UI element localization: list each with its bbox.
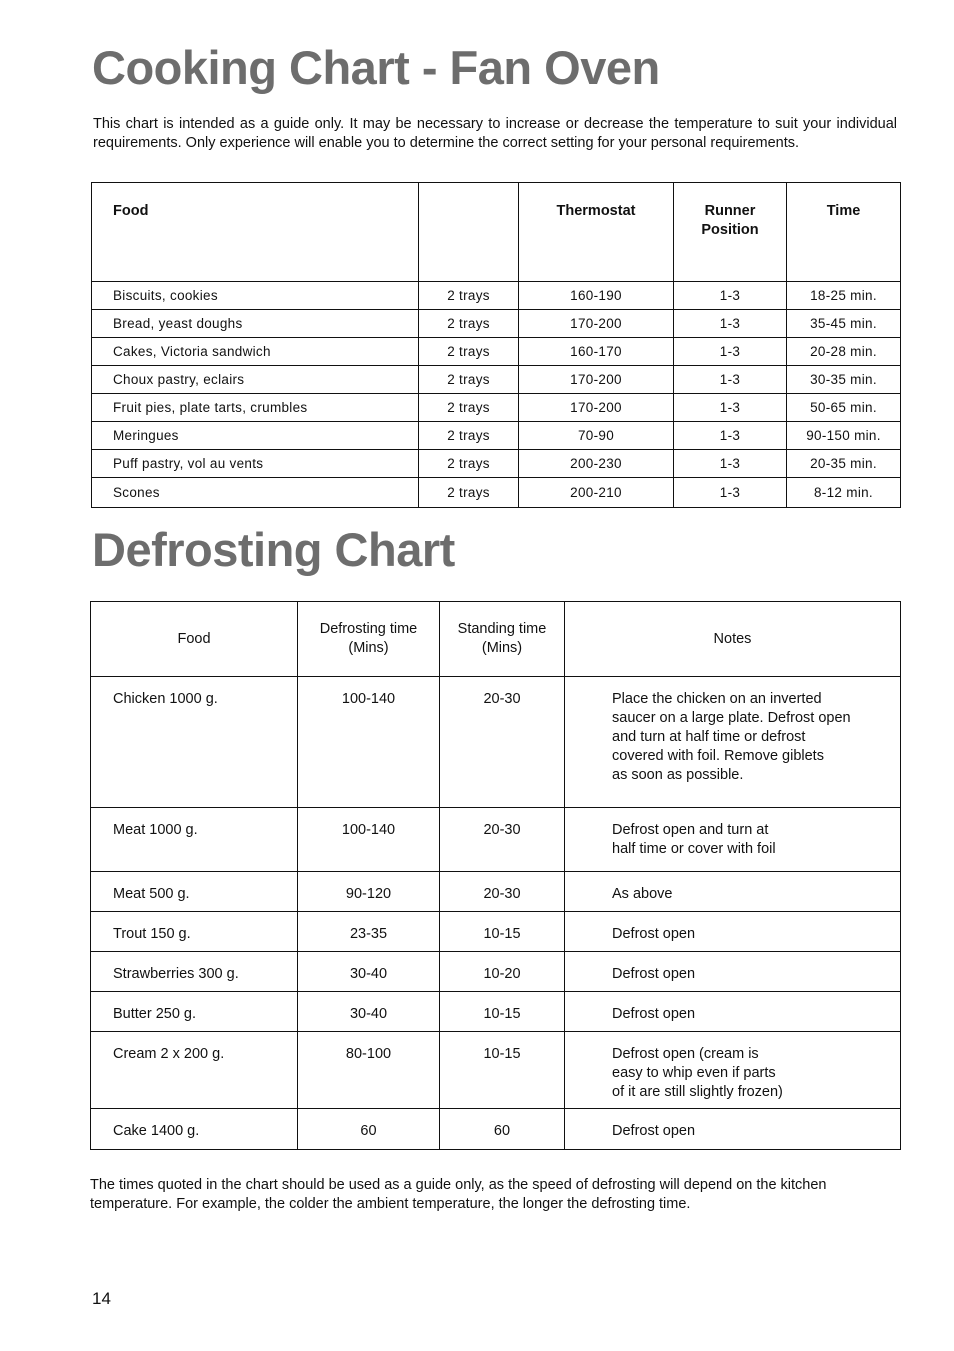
cooking-time: 30-35 min. — [787, 366, 901, 394]
cooking-food: Bread, yeast doughs — [92, 310, 419, 338]
cooking-time: 20-35 min. — [787, 450, 901, 478]
defrost-time: 30-40 — [298, 992, 440, 1032]
cooking-time: 20-28 min. — [787, 338, 901, 366]
cooking-food: Puff pastry, vol au vents — [92, 450, 419, 478]
page-number: 14 — [92, 1289, 111, 1308]
defrost-header-notes: Notes — [565, 602, 901, 677]
defrost-food: Strawberries 300 g. — [91, 952, 298, 992]
cooking-time: 18-25 min. — [787, 282, 901, 310]
table-row — [92, 478, 901, 508]
cooking-thermostat: 170-200 — [519, 310, 674, 338]
cooking-trays: 2 trays — [419, 394, 519, 422]
cooking-header-trays — [419, 183, 519, 282]
table-row — [91, 1109, 901, 1150]
defrost-notes: Defrost open — [565, 992, 901, 1032]
defrost-food: Meat 500 g. — [91, 872, 298, 912]
cooking-food: Choux pastry, eclairs — [92, 366, 419, 394]
cooking-trays: 2 trays — [419, 366, 519, 394]
table-row — [92, 310, 901, 338]
cooking-header-food: Food — [92, 183, 419, 282]
cooking-trays: 2 trays — [419, 282, 519, 310]
defrost-notes: Defrost open (cream is easy to whip even if parts of it are still slightly frozen) — [565, 1032, 901, 1109]
table-row — [92, 422, 901, 450]
cooking-header-time: Time — [787, 183, 901, 282]
cooking-runner: 1-3 — [674, 478, 787, 508]
cooking-header-row — [92, 183, 901, 282]
cooking-runner: 1-3 — [674, 422, 787, 450]
cooking-runner: 1-3 — [674, 282, 787, 310]
cooking-food: Scones — [92, 478, 419, 508]
defrost-food: Trout 150 g. — [91, 912, 298, 952]
table-row — [91, 992, 901, 1032]
cooking-food: Fruit pies, plate tarts, crumbles — [92, 394, 419, 422]
defrost-food: Cake 1400 g. — [91, 1109, 298, 1150]
cooking-trays: 2 trays — [419, 310, 519, 338]
cooking-runner: 1-3 — [674, 310, 787, 338]
cooking-thermostat: 70-90 — [519, 422, 674, 450]
defrost-time: 90-120 — [298, 872, 440, 912]
defrosting-chart-title: Defrosting Chart — [92, 523, 455, 576]
cooking-chart-title: Cooking Chart - Fan Oven — [92, 41, 660, 94]
cooking-intro-text: This chart is intended as a guide only. It may be necessary to increase or decrease the temperature to suit your individual requirements. Only experience will enable you to determine the correct setting for your personal requirements. — [93, 116, 897, 151]
table-row — [91, 912, 901, 952]
standing-time: 10-15 — [440, 992, 565, 1032]
defrost-food: Meat 1000 g. — [91, 808, 298, 872]
defrost-time: 100-140 — [298, 677, 440, 808]
cooking-runner: 1-3 — [674, 450, 787, 478]
defrost-notes: Defrost open and turn at half time or cover with foil — [565, 808, 901, 872]
cooking-header-runner-position: Runner Position — [674, 183, 787, 282]
cooking-food: Biscuits, cookies — [92, 282, 419, 310]
defrost-time: 60 — [298, 1109, 440, 1150]
standing-time: 10-20 — [440, 952, 565, 992]
table-row — [91, 808, 901, 872]
table-row — [91, 1032, 901, 1109]
table-row — [91, 952, 901, 992]
cooking-trays: 2 trays — [419, 338, 519, 366]
defrost-header-defrosting-time: Defrosting time (Mins) — [298, 602, 440, 677]
defrost-notes: Defrost open — [565, 952, 901, 992]
defrosting-chart-table — [90, 601, 901, 1150]
standing-time: 20-30 — [440, 808, 565, 872]
cooking-thermostat: 160-170 — [519, 338, 674, 366]
table-row — [91, 872, 901, 912]
standing-time: 20-30 — [440, 677, 565, 808]
cooking-trays: 2 trays — [419, 422, 519, 450]
table-row — [92, 366, 901, 394]
cooking-time: 90-150 min. — [787, 422, 901, 450]
table-row — [92, 394, 901, 422]
table-row — [91, 677, 901, 808]
defrost-header-food: Food — [91, 602, 298, 677]
cooking-thermostat: 170-200 — [519, 394, 674, 422]
cooking-time: 35-45 min. — [787, 310, 901, 338]
table-row — [92, 450, 901, 478]
table-row — [92, 282, 901, 310]
defrosting-footer-note: The times quoted in the chart should be used as a guide only, as the speed of defrosting will depend on the kitchen temperature. For example, the colder the ambient temperature, the longer the defrosting time. — [90, 1177, 827, 1212]
cooking-food: Cakes, Victoria sandwich — [92, 338, 419, 366]
defrost-time: 30-40 — [298, 952, 440, 992]
defrost-notes: Defrost open — [565, 1109, 901, 1150]
defrost-notes: Defrost open — [565, 912, 901, 952]
defrost-header-row — [91, 602, 901, 677]
defrost-time: 100-140 — [298, 808, 440, 872]
cooking-thermostat: 170-200 — [519, 366, 674, 394]
defrost-notes: As above — [565, 872, 901, 912]
cooking-thermostat: 200-210 — [519, 478, 674, 508]
standing-time: 60 — [440, 1109, 565, 1150]
cooking-runner: 1-3 — [674, 394, 787, 422]
cooking-thermostat: 200-230 — [519, 450, 674, 478]
defrost-food: Butter 250 g. — [91, 992, 298, 1032]
cooking-chart-table — [91, 182, 901, 508]
defrost-time: 80-100 — [298, 1032, 440, 1109]
cooking-food: Meringues — [92, 422, 419, 450]
defrost-time: 23-35 — [298, 912, 440, 952]
cooking-runner: 1-3 — [674, 338, 787, 366]
defrost-notes: Place the chicken on an inverted saucer on a large plate. Defrost open and turn at half time or defrost covered with foil. Remove giblets as soon as possible. — [565, 677, 901, 808]
standing-time: 10-15 — [440, 1032, 565, 1109]
cooking-runner: 1-3 — [674, 366, 787, 394]
standing-time: 10-15 — [440, 912, 565, 952]
cooking-header-thermostat: Thermostat — [519, 183, 674, 282]
cooking-trays: 2 trays — [419, 478, 519, 508]
cooking-time: 8-12 min. — [787, 478, 901, 508]
cooking-time: 50-65 min. — [787, 394, 901, 422]
defrost-food: Chicken 1000 g. — [91, 677, 298, 808]
table-row — [92, 338, 901, 366]
cooking-thermostat: 160-190 — [519, 282, 674, 310]
defrost-food: Cream 2 x 200 g. — [91, 1032, 298, 1109]
defrost-header-standing-time: Standing time (Mins) — [440, 602, 565, 677]
standing-time: 20-30 — [440, 872, 565, 912]
cooking-trays: 2 trays — [419, 450, 519, 478]
